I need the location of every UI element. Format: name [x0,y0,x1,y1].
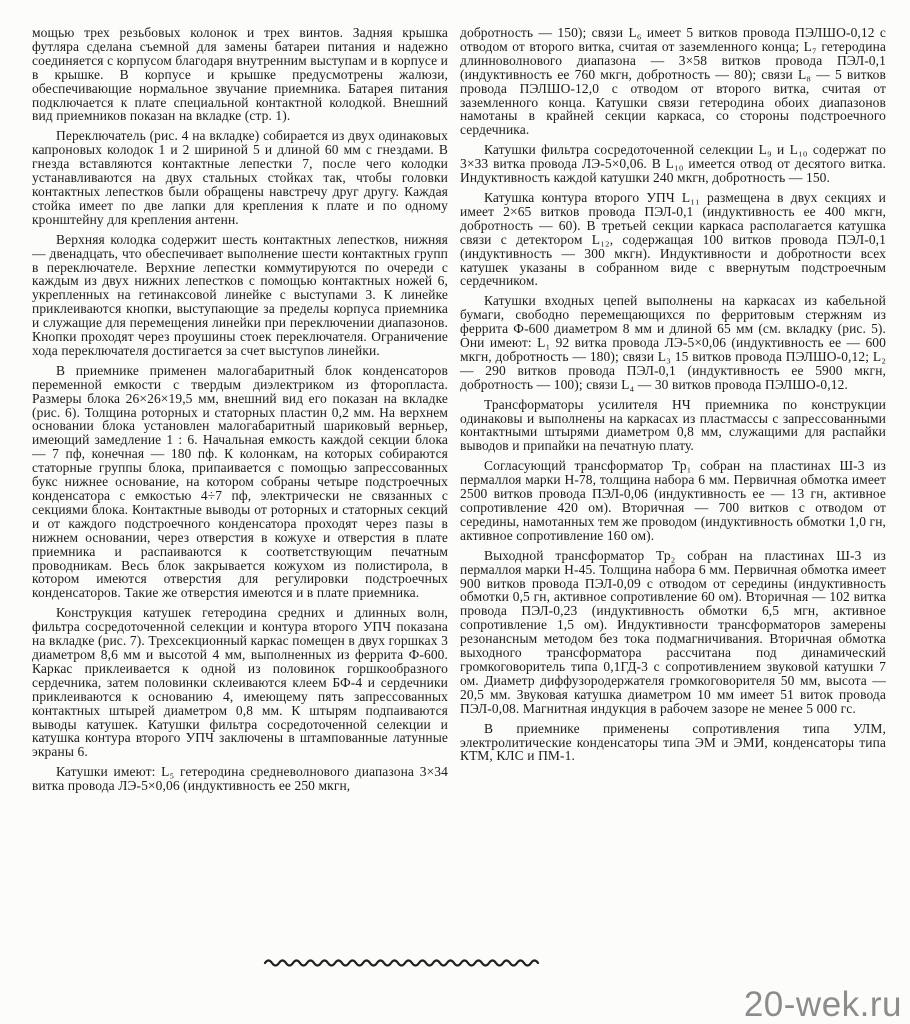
paragraph: Переключатель (рис. 4 на вкладке) собирается из двух одинаковых капроновых колодок 1 и 2 шириной 5 и длиной 60 мм с гнездами. В гнезда вставляются контактные лепестки 7, после чего колодки устанавливаются на двух стальных стойках так, чтобы головки контактных лепестков были обращены навстречу друг другу. Каждая стойка имеет по две лапки для крепления к плате и по одному кронштейну для крепления антенн. [32,128,448,227]
paragraph: Выходной трансформатор Тр₂ собран на пластинах Ш-3 из пермаллоя марки Н-45. Толщина набора 6 мм. Первичная обмотка имеет 900 витков провода ПЭЛ-0,09 с отводом от середины (индуктивность обмотки 0,5 гн, активное сопротивление 60 ом). Вторичная — 102 витка провода ПЭЛ-0,23 (индуктивность обмотки 6,5 мгн, активное сопротивление 1,5 ом). Индуктивности трансформаторов замерены резонансным методом без тока подмагничивания. Вторичная обмотка выходного трансформатора рассчитана под динамический громкоговоритель типа 0,1ГД-3 с сопротивлением звуковой катушки 7 ом. Диаметр диффузородержателя громкоговорителя 50 мм, высота — 20,5 мм. Звуковая катушка диаметром 10 мм имеет 51 виток провода ПЭЛ-0,08. Магнитная индукция в рабочем зазоре не менее 5 000 гс. [460,547,886,716]
paragraph: Согласующий трансформатор Тр₁ собран на пластинах Ш-3 из пермаллоя марки Н-78, толщина набора 6 мм. Первичная обмотка имеет 2500 витков провода ПЭЛ-0,06 (индуктивность ее — 13 гн, активное сопротивление 420 ом). Вторичная — 700 витков с отводом от середины, намотанных тем же проводом (индуктивность обмотки 1,0 гн, активное сопротивление 160 ом). [460,458,886,543]
paragraph: Катушки входных цепей выполнены на каркасах из кабельной бумаги, свободно перемещающихся по ферритовым стержням из феррита Ф-600 диаметром 8 мм и длиной 65 мм (см. вкладку (рис. 5). Они имеют: L₁ 92 витка провода ЛЭ-5×0,06 (индуктивность ее — 600 мкгн, добротность — 180); связи L₃ 15 витков провода ПЭЛШО-0,12; L₂ — 290 витков провода ПЭЛ-0,1 (индуктивность ее 5900 мкгн, добротность — 100); связи L₄ — 30 витков провода ПЭЛШО-0,12. [460,293,886,392]
paragraph: Верхняя колодка содержит шесть контактных лепестков, нижняя — двенадцать, что обеспечивает выполнение шести контактных групп в переключателе. Верхние лепестки коммутируются по очереди с каждым из двух нижних лепестков с помощью контактных ножей 6, укрепленных на гетинаксовой линейке с выступами 3. К линейке приклеиваются кнопки, выступающие за пределы корпуса приемника и служащие для перемещения линейки при переключении диапазонов. Кнопки проходят через проушины стоек переключателя. Ограничение хода переключателя достигается за счет выступов линейки. [32,231,448,358]
paragraph: Конструкция катушек гетеродина средних и длинных волн, фильтра сосредоточенной селекции и контура второго УПЧ показана на вкладке (рис. 7). Трехсекционный каркас помещен в двух горшках 3 диаметром 8,6 мм и высотой 4 мм, выполненных из феррита Ф-600. Каркас приклеивается к одной из половинок горшкообразного сердечника, затем половинки склеиваются клеем БФ-4 и сердечники приклеиваются к основанию 4, имеющему пять запрессованных контактных штырей диаметром 0,8 мм. К штырям подпаиваются выводы катушек. Катушки фильтра сосредоточенной селекции и катушка контура второго УПЧ заключены в штампованные латунные экраны 6. [32,605,448,760]
paragraph: Трансформаторы усилителя НЧ приемника по конструкции одинаковы и выполнены на каркасах из пластмассы с запрессованными контактными штырями диаметром 0,8 мм, служащими для распайки выводов и припайки на печатную плату. [460,396,886,454]
watermark: 20-wek.ru [743,985,902,1024]
paragraph: мощью трех резьбовых колонок и трех винтов. Задняя крышка футляра сделана съемной для замены батареи питания и надежно соединяется с корпусом благодаря внутренним выступам и в корпусе и в крышке. В корпусе и крышке предусмотрены жалюзи, обеспечивающие нормальное звучание приемника. Батарея питания подключается к плате специальной контактной колодкой. Внешний вид приемников показан на вкладке (стр. 1). [32,25,448,124]
left-text-column [32,26,448,793]
paragraph: В приемнике применен малогабаритный блок конденсаторов переменной емкости с твердым диэлектриком из фторопласта. Размеры блока 26×26×19,5 мм, внешний вид его показан на вкладке (рис. 6). Толщина роторных и статорных пластин 0,2 мм. На верхнем основании блока установлен малогабаритный шариковый верньер, имеющий замедление 1 : 6. Начальная емкость каждой секции блока — 7 пф, конечная — 180 пф. К колонкам, на которых собираются статорные группы блока, припаивается с помощью запрессованных букс нижнее основание, на котором собраны четыре подстроечных конденсатора с емкостью 4÷7 пф, электрически не связанных с секциями блока. Контактные выводы от роторных и статорных секций и от каждого подстроечного конденсатора проходят через пазы в нижнем основании, через отверстия в кожухе и отверстия в плате приемника и распаиваются к соответствующим печатным проводникам. Весь блок закрывается кожухом из полистирола, в котором имеются отверстия для регулировки подстроечных конденсаторов. Такие же отверстия имеются и в плате приемника. [32,362,448,601]
paragraph: Катушки имеют: L₅ гетеродина средневолнового диапазона 3×34 витка провода ЛЭ-5×0,06 (индуктивность ее 250 мкгн, [32,764,448,794]
paragraph: Катушка контура второго УПЧ L₁₁ размещена в двух секциях и имеет 2×65 витков провода ПЭЛ-0,1 (индуктивность ее 400 мкгн, добротность — 60). В третьей секции каркаса располагается катушка связи с детектором L₁₂, содержащая 100 витков провода ПЭЛ-0,1 (индуктивность — 300 мкгн). Индуктивности и добротности всех катушек указаны в собранном виде с ввернутым подстроечным сердечником. [460,189,886,289]
paragraph: Катушки фильтра сосредоточенной селекции L₉ и L₁₀ содержат по 3×33 витка провода ЛЭ-5×0,06. В L₁₀ имеется отвод от десятого витка. Индуктивность каждой катушки 240 мкгн, добротность — 150. [460,142,886,186]
paragraph: добротность — 150); связи L₆ имеет 5 витков провода ПЭЛШО-0,12 с отводом от второго витка, считая от заземленного конца; L₇ гетеродина длинноволнового диапазона — 3×58 витков провода ПЭЛ-0,1 (индуктивность ее 760 мкгн, добротность — 80); связи L₈ — 5 витков провода ПЭЛШО-12,0 с отводом от второго витка, считая от заземленного конца. Катушки связи гетеродина обоих диапазонов намотаны в крайней секции каркаса, со стороны подстроечного сердечника. [460,25,886,138]
right-text-column [460,26,886,763]
paragraph: В приемнике применены сопротивления типа УЛМ, электролитические конденсаторы типа ЭМ и ЭМИ, конденсаторы типа КТМ, КЛС и ПМ-1. [460,720,886,764]
squiggle-divider [263,957,541,967]
